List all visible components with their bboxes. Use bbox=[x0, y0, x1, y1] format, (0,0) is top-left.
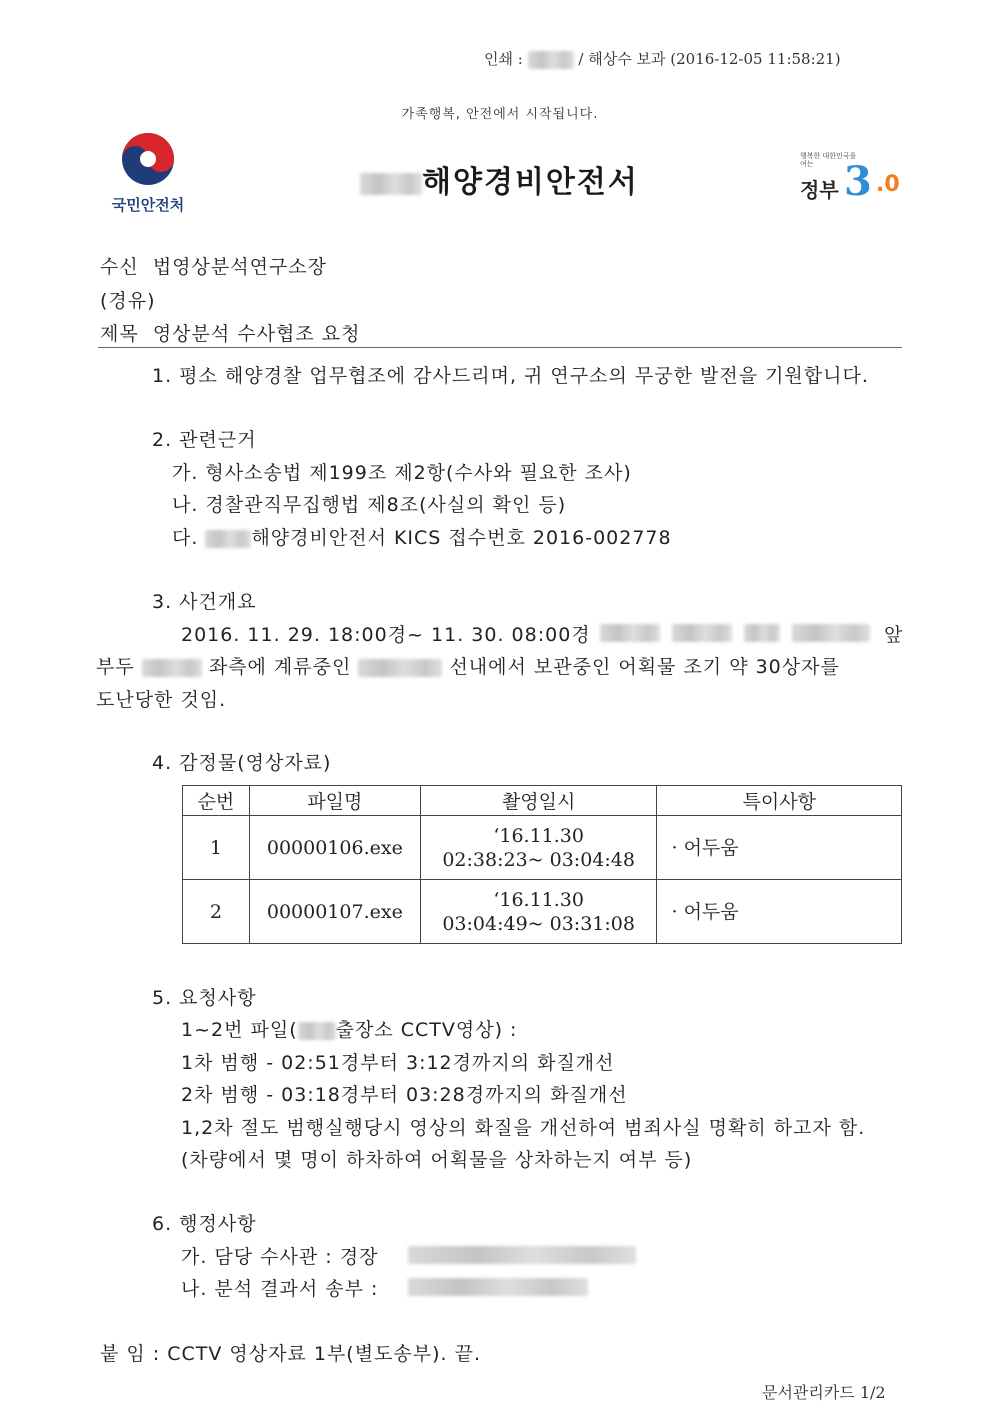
via-line: (경유) bbox=[100, 290, 156, 312]
print-dept: 해상수 bbox=[588, 50, 632, 68]
cell-filename: 00000107.exe bbox=[249, 880, 420, 944]
gov30-small-text: 행복한 대한민국을 여는 bbox=[800, 152, 857, 168]
section-5-line1-b: 출장소 CCTV영상) : bbox=[335, 1019, 518, 1041]
header-filename: 파일명 bbox=[249, 786, 420, 816]
section-5-title: 5. 요청사항 bbox=[152, 987, 257, 1009]
table-row bbox=[183, 880, 902, 944]
print-label: 인쇄 : bbox=[484, 50, 523, 68]
section-4-title: 4. 감정물(영상자료) bbox=[152, 752, 332, 774]
redacted-block bbox=[358, 659, 442, 677]
section-3-line2 bbox=[96, 652, 840, 679]
logo-label: 국민안전처 bbox=[111, 196, 185, 214]
cell-no: 2 bbox=[183, 880, 250, 944]
section-3-line1-end: 앞 bbox=[884, 624, 904, 646]
incident-datetime: 2016. 11. 29. 18:00경~ 11. 30. 08:00경 bbox=[181, 624, 591, 646]
evidence-table bbox=[182, 785, 902, 944]
cell-time: 02:38:23~ 03:04:48 bbox=[442, 848, 635, 871]
section-6-a: 가. 담당 수사관 : 경장 bbox=[181, 1246, 379, 1268]
section-5-line2: 1차 범행 - 02:51경부터 3:12경까지의 화질개선 bbox=[181, 1052, 615, 1074]
section-3-line1 bbox=[181, 620, 591, 647]
redacted-block bbox=[744, 624, 780, 642]
section-3-title: 3. 사건개요 bbox=[152, 591, 257, 613]
gov30-logo bbox=[800, 152, 910, 205]
section-5-line5: (차량에서 몇 명이 하차하여 어획물을 상차하는지 여부 등) bbox=[181, 1149, 693, 1171]
header-divider bbox=[98, 347, 902, 348]
section-2-b: 나. 경찰관직무집행법 제8조(사실의 확인 등) bbox=[172, 494, 567, 516]
ministry-logo bbox=[98, 130, 198, 215]
redacted-block bbox=[408, 1278, 588, 1296]
recipient-label: 수신 bbox=[100, 256, 139, 278]
agency-title-text: 해양경비안전서 bbox=[422, 165, 639, 200]
section-6-title: 6. 행정사항 bbox=[152, 1213, 257, 1235]
taegeuk-logo-icon bbox=[119, 130, 177, 188]
subject-value: 영상분석 수사협조 요청 bbox=[152, 323, 361, 345]
header-datetime: 촬영일시 bbox=[420, 786, 657, 816]
gov30-decimal: .0 bbox=[876, 172, 900, 197]
section-2-c-text: 해양경비안전서 KICS 접수번호 2016-002778 bbox=[251, 527, 672, 549]
section-1: 1. 평소 해양경찰 업무협조에 감사드리며, 귀 연구소의 무궁한 발전을 기원합니다. bbox=[152, 365, 869, 387]
print-header bbox=[484, 48, 841, 69]
cell-note: · 어두움 bbox=[657, 880, 902, 944]
section-5-line3: 2차 범행 - 03:18경부터 03:28경까지의 화질개선 bbox=[181, 1084, 628, 1106]
redacted-block bbox=[408, 1246, 636, 1264]
section-3-line3: 도난당한 것임. bbox=[96, 689, 227, 711]
redacted-block bbox=[205, 530, 251, 548]
table-header-row bbox=[183, 786, 902, 816]
section-3-line2-c: 선내에서 보관중인 어획물 조기 약 30상자를 bbox=[449, 656, 840, 678]
footer-document-card: 문서관리카드 1/2 bbox=[762, 1383, 886, 1402]
print-dept-suffix: 보과 bbox=[636, 50, 666, 68]
table-row bbox=[183, 816, 902, 880]
subject-line bbox=[100, 319, 360, 346]
cell-no: 1 bbox=[183, 816, 250, 880]
header-no: 순번 bbox=[183, 786, 250, 816]
recipient-line bbox=[100, 252, 327, 279]
redacted-block bbox=[142, 659, 202, 677]
gov30-label: 정부 bbox=[800, 178, 839, 202]
slogan: 가족행복, 안전에서 시작됩니다. bbox=[401, 107, 599, 122]
cell-date: ‘16.11.30 bbox=[493, 888, 584, 911]
cell-datetime bbox=[420, 880, 657, 944]
section-5-line1-a: 1~2번 파일( bbox=[181, 1019, 298, 1041]
section-5-line1 bbox=[181, 1015, 517, 1042]
cell-note: · 어두움 bbox=[657, 816, 902, 880]
attachment-line: 붙 임 : CCTV 영상자료 1부(별도송부). 끝. bbox=[100, 1343, 482, 1365]
section-6-b: 나. 분석 결과서 송부 : bbox=[181, 1278, 379, 1300]
section-2-a: 가. 형사소송법 제199조 제2항(수사와 필요한 조사) bbox=[172, 462, 632, 484]
section-2-title: 2. 관련근거 bbox=[152, 429, 257, 451]
section-3-line2-b: 좌측에 계류중인 bbox=[208, 656, 352, 678]
cell-datetime bbox=[420, 816, 657, 880]
header-notes: 특이사항 bbox=[657, 786, 902, 816]
cell-filename: 00000106.exe bbox=[249, 816, 420, 880]
redacted-block bbox=[298, 1022, 336, 1040]
section-2-c-prefix: 다. bbox=[172, 527, 199, 549]
section-3-line2-a: 부두 bbox=[96, 656, 135, 678]
cell-date: ‘16.11.30 bbox=[493, 824, 584, 847]
gov30-number: 3 bbox=[844, 158, 872, 205]
cell-time: 03:04:49~ 03:31:08 bbox=[442, 912, 635, 935]
print-timestamp: (2016-12-05 11:58:21) bbox=[670, 50, 841, 68]
section-2-c bbox=[172, 523, 672, 550]
redacted-block bbox=[528, 51, 574, 69]
redacted-block bbox=[600, 624, 660, 642]
redacted-block bbox=[672, 624, 732, 642]
section-5-line4: 1,2차 절도 범행실행당시 영상의 화질을 개선하여 범죄사실 명확히 하고자 함. bbox=[181, 1117, 866, 1139]
agency-title bbox=[360, 157, 639, 201]
redacted-block bbox=[792, 624, 870, 642]
subject-label: 제목 bbox=[100, 323, 139, 345]
redacted-block bbox=[360, 173, 422, 195]
recipient-value: 법영상분석연구소장 bbox=[152, 256, 327, 278]
print-separator: / bbox=[578, 50, 584, 68]
